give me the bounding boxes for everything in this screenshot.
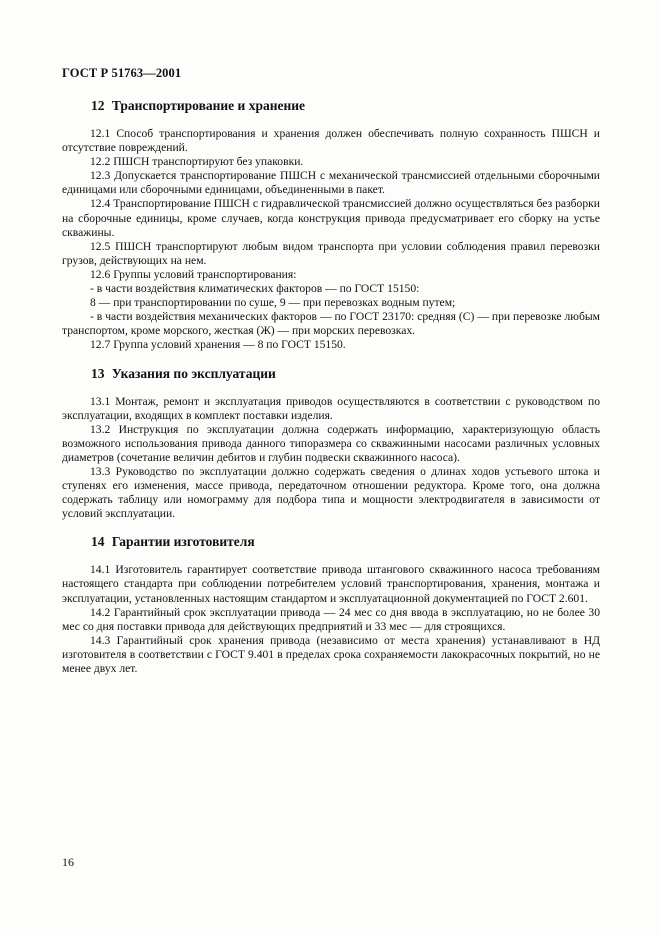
section-number: 13: [91, 365, 105, 381]
paragraph: 14.1 Изготовитель гарантирует соответствие привода штангового скважинного насоса требованиям настоящего стандарта при соблюдении потребителем условий транспортирования, хранения, монтажа и эксплуатации, установленных настоящим стандартом и эксплуатационной документацией по ГОСТ 2.601.: [62, 563, 600, 605]
document-header: ГОСТ Р 51763—2001: [62, 66, 182, 80]
section-title: [91, 366, 600, 382]
paragraph: 12.2 ПШСН транспортируют без упаковки.: [90, 155, 304, 169]
list-item: 8 — при транспортировании по суше, 9 — при перевозках водным путем;: [90, 296, 456, 310]
document-body: [62, 98, 600, 676]
paragraph: 12.3 Допускается транспортирование ПШСН с механической трансмиссией отдельными сборочными единицами или сборочными единицами, объединенными в пакет.: [62, 169, 600, 197]
paragraph: 13.3 Руководство по эксплуатации должно содержать сведения о длинах ходов устьевого штока и ступенях его изменения, массе привода, передаточном отношении редуктора. Кроме того, она должна содержать таблицу или номограмму для подбора типа и мощности электродвигателя в зависимости от условий эксплуатации.: [62, 464, 600, 521]
paragraph: 12.4 Транспортирование ПШСН с гидравлической трансмиссией должно осуществляться без разборки на сборочные единицы, кроме случаев, когда конструкция привода предусматривает его сборку на устье скважины.: [62, 197, 600, 239]
paragraph: 12.6 Группы условий транспортирования:: [90, 267, 297, 281]
section-spacer: [62, 521, 600, 534]
paragraph: 14.2 Гарантийный срок эксплуатации привода — 24 мес со дня ввода в эксплуатацию, но не более 30 мес со дня поставки привода для действующих предприятий и 33 мес — для строящихся.: [62, 605, 600, 633]
section-spacer: [62, 353, 600, 366]
section-title-text: Указания по эксплуатации: [111, 365, 276, 381]
section-paragraphs: [62, 127, 600, 353]
section-12: [62, 98, 600, 353]
paragraph: 13.2 Инструкция по эксплуатации должна содержать информацию, характеризующую область возможного использования привода данного типоразмера со скважинными насосами различных условных диаметров (сочетание величин дебитов и глубин подвески скважинного насоса).: [62, 422, 600, 464]
section-paragraphs: [62, 563, 600, 676]
paragraph: 13.1 Монтаж, ремонт и эксплуатация приводов осуществляются в соответствии с руководством по эксплуатации, входящих в комплект поставки изделия.: [62, 394, 600, 422]
paragraph: 14.3 Гарантийный срок хранения привода (независимо от места хранения) устанавливают в НД изготовителя в соответствии с ГОСТ 9.401 в пределах срока сохраняемости лакокрасочных покрытий, но не менее двух лет.: [62, 633, 600, 675]
section-paragraphs: [62, 395, 600, 522]
paragraph: 12.5 ПШСН транспортируют любым видом транспорта при условии соблюдения правил перевозки грузов, действующих на нем.: [62, 239, 600, 267]
paragraph: 12.1 Способ транспортирования и хранения должен обеспечивать полную сохранность ПШСН и отсутствие повреждений.: [62, 127, 600, 155]
section-title: [91, 98, 600, 114]
section-title-text: Транспортирование и хранение: [111, 98, 306, 113]
list-item: - в части воздействия климатических факторов — по ГОСТ 15150:: [90, 282, 420, 296]
section-title: [91, 534, 600, 550]
list-item: - в части воздействия механических факторов — по ГОСТ 23170: средняя (С) — при перевозке любым транспортом, кроме морского, жесткая (Ж) — при морских перевозках.: [62, 310, 600, 338]
section-number: 14: [91, 534, 105, 550]
paragraph: 12.7 Группа условий хранения — 8 по ГОСТ 15150.: [90, 338, 346, 352]
page-number: 16: [62, 855, 74, 869]
section-14: [62, 534, 600, 676]
section-13: [62, 366, 600, 522]
section-number: 12: [91, 98, 105, 113]
section-title-text: Гарантии изготовителя: [111, 534, 255, 550]
